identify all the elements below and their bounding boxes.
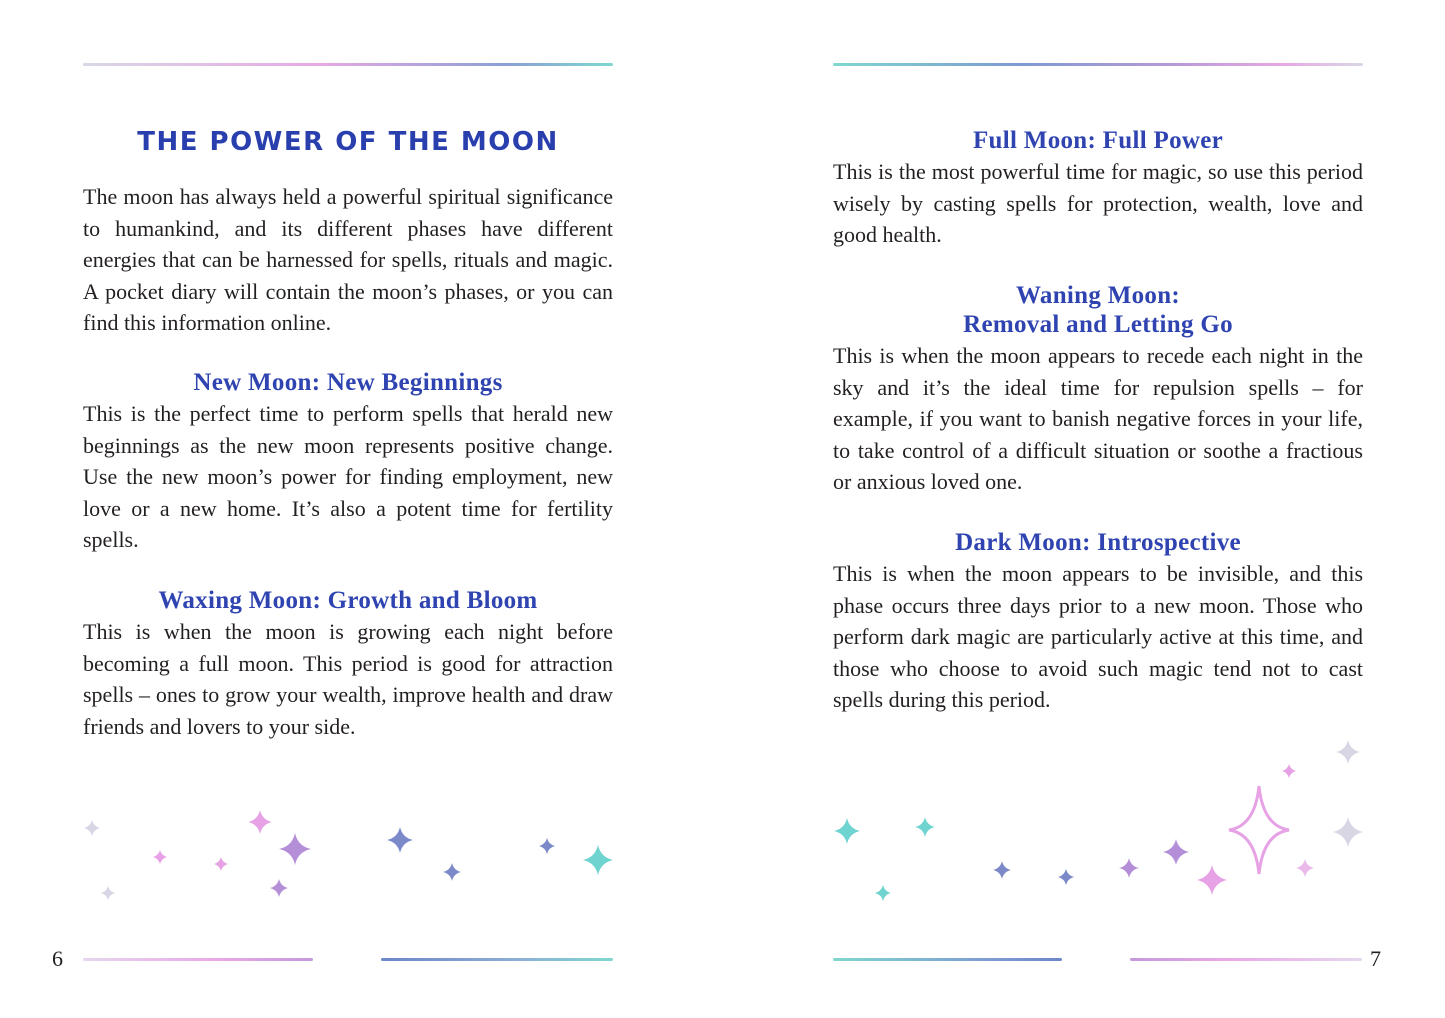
footer-rule-right — [1130, 958, 1362, 961]
section-text: This is the perfect time to perform spells that herald new beginnings as the new moon represents positive change. Use the new moon’s power for finding employment, new love or a new home. It’s also a potent time for fertility spells. — [83, 401, 613, 553]
crescent-moon-icon — [722, 0, 1445, 1018]
page-number: 6 — [52, 946, 63, 971]
page-number: 7 — [1370, 946, 1381, 971]
crescent-moon-icon — [0, 0, 722, 1018]
section-heading: Dark Moon: Introspective — [955, 529, 1241, 556]
footer-rule-right — [381, 958, 613, 961]
section-text: This is when the moon is growing each night before becoming a full moon. This period is good for attraction spells – ones to grow your wealth, improve health and draw friends and lovers to your side. — [83, 619, 613, 739]
page-title: THE POWER OF THE MOON — [137, 127, 559, 157]
intro-paragraph: The moon has always held a powerful spiritual significance to humankind, and its different phases have different energies that can be harnessed for spells, rituals and magic. A pocket diary will contain the moon’s phases, or you can find this information online. — [83, 184, 613, 336]
section-text: This is when the moon appears to recede each night in the sky and it’s the ideal time for repulsion spells – for example, if you want to banish negative forces in your life, to take control of a difficult situation or soothe a fractious or anxious loved one. — [833, 343, 1363, 495]
section-heading: Waxing Moon: Growth and Bloom — [158, 587, 538, 614]
left-page — [0, 0, 722, 1018]
section-text: This is the most powerful time for magic, so use this period wisely by casting spells for protection, wealth, love and good health. — [833, 159, 1363, 248]
right-page — [722, 0, 1445, 1018]
section-heading: New Moon: New Beginnings — [193, 369, 503, 396]
section-heading: Full Moon: Full Power — [972, 127, 1224, 154]
section-heading-line2: Removal and Letting Go — [963, 311, 1233, 338]
section-text: This is when the moon appears to be invisible, and this phase occurs three days prior to a new moon. Those who perform dark magic are particularly active at this time, and those who choose to avoid such magic tend not to cast spells during this period. — [833, 561, 1363, 713]
section-heading-line1: Waning Moon: — [1015, 282, 1181, 309]
